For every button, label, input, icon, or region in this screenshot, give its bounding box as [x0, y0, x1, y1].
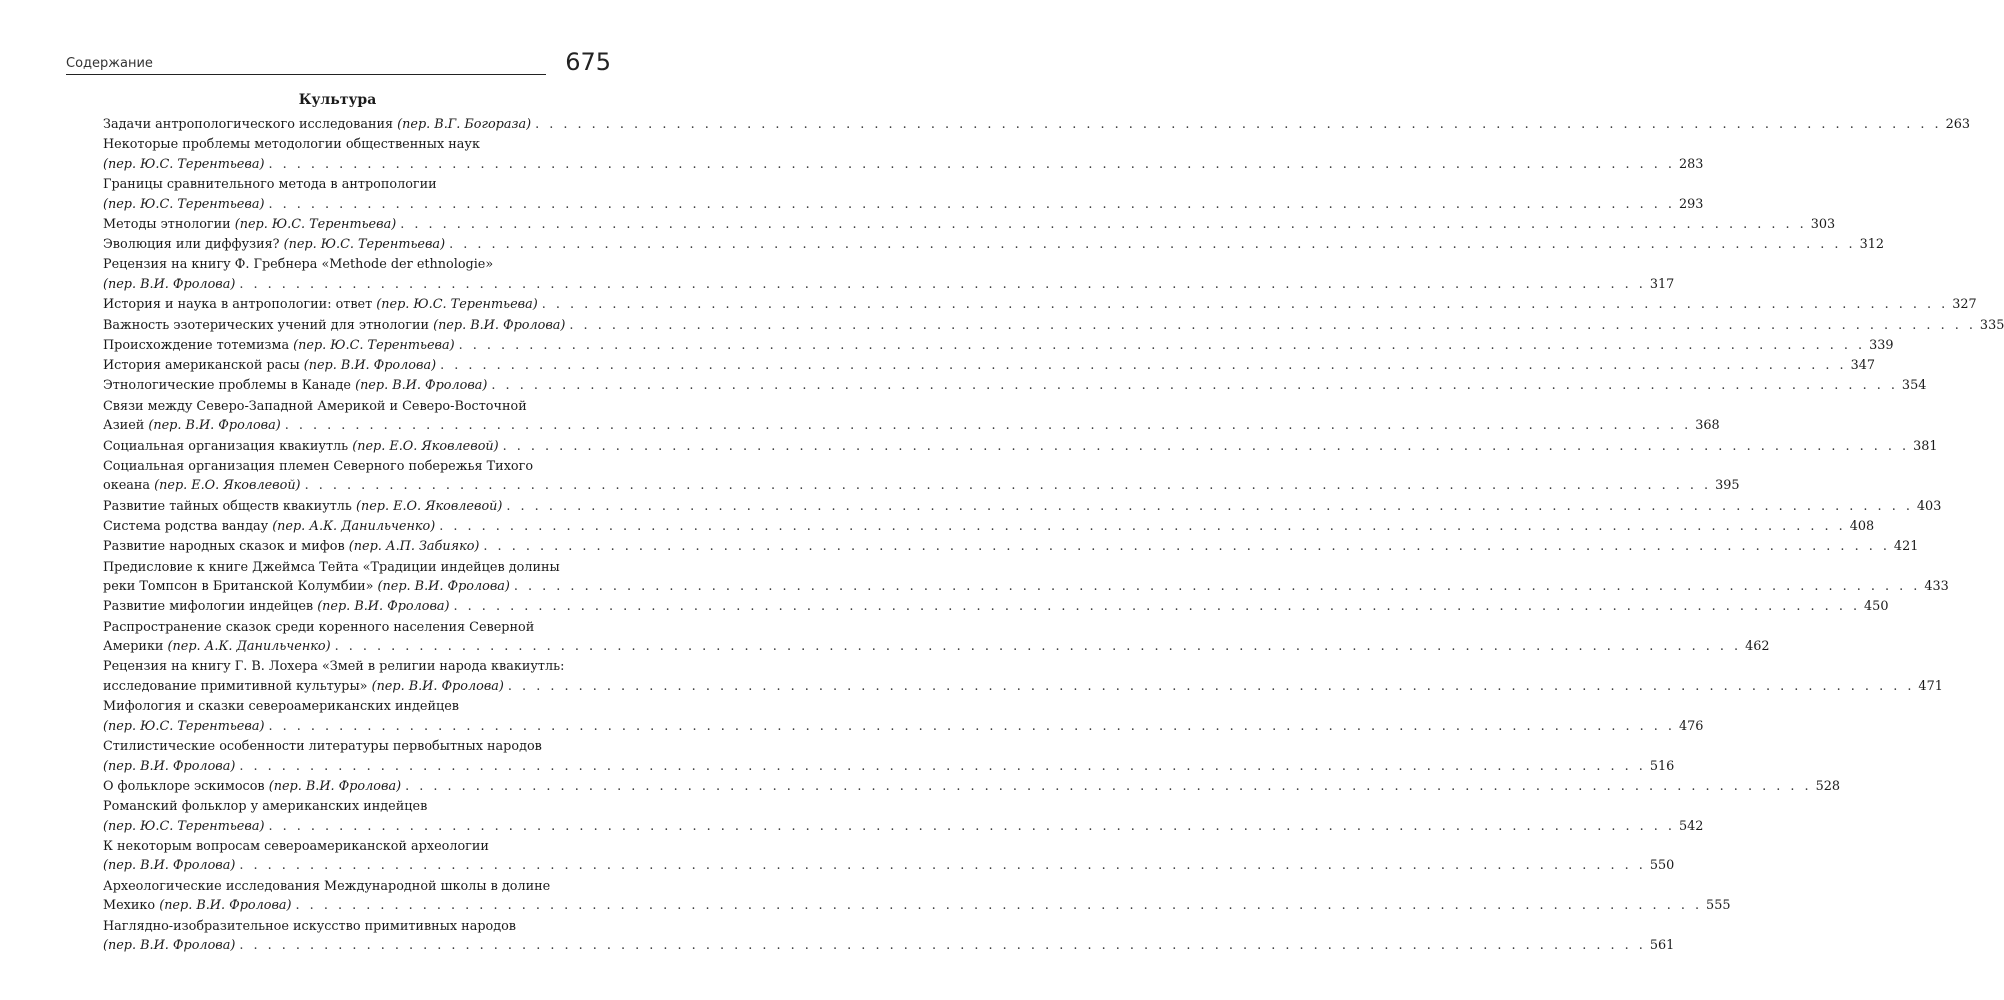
toc-entry — [103, 316, 2004, 336]
dot-leader — [454, 597, 1861, 617]
toc-entry-title: О фольклоре эскимосов — [103, 778, 269, 794]
dot-leader — [514, 577, 1921, 597]
toc-entry-translator: (пер. Ю.С. Терентьева) — [103, 156, 265, 172]
dot-leader — [439, 517, 1846, 537]
toc-entry-final-line — [103, 577, 1949, 597]
toc-entry-title: Этнологические проблемы в Канаде — [103, 378, 356, 394]
toc-entry-translator: (пер. В.И. Фролова) — [268, 778, 402, 794]
toc-entry-final-line — [103, 316, 2004, 336]
toc-entry-title-line: Распространение сказок среди коренного населения Северной — [103, 619, 535, 635]
toc-entry-page: 381 — [1913, 438, 1938, 454]
toc-entry-translator: (пер. В.И. Фролова) — [303, 358, 437, 374]
page-number: 675 — [565, 48, 611, 76]
toc-entry-translator: (пер. В.И. Фролова) — [103, 758, 236, 774]
toc-entry-text — [103, 376, 487, 396]
dot-leader — [506, 497, 1913, 517]
toc-entry-final-line — [103, 677, 1943, 697]
toc-entry-page: 303 — [1810, 216, 1836, 232]
dot-leader — [268, 195, 1675, 215]
dot-leader — [449, 235, 1856, 255]
toc-entry-title: Развитие народных сказок и мифов — [103, 539, 349, 555]
toc-entry-translator: (пер. В.И. Фролова) — [377, 579, 510, 595]
dot-leader — [239, 856, 1646, 876]
toc-entry-text — [103, 235, 445, 255]
dot-leader — [535, 115, 1942, 135]
toc-entry — [103, 497, 1942, 517]
dot-leader — [400, 215, 1807, 235]
toc-entry-page: 317 — [1649, 276, 1675, 292]
toc-entry — [103, 336, 1894, 356]
toc-entry-page: 327 — [1952, 297, 1977, 313]
toc-entry-page: 403 — [1916, 498, 1942, 514]
toc-entry-text — [103, 777, 401, 797]
toc-list — [103, 115, 2004, 956]
toc-entry — [103, 657, 1943, 696]
toc-entry-translator: (пер. В.И. Фролова) — [103, 938, 236, 954]
toc-entry-title-line: Некоторые проблемы методологии общественных наук — [103, 137, 480, 153]
toc-entry-text — [103, 215, 396, 235]
toc-entry-final-line — [103, 517, 1875, 537]
toc-entry-page: 516 — [1649, 758, 1675, 774]
toc-entry-text — [103, 356, 436, 376]
toc-entry — [103, 917, 1675, 956]
toc-entry-title: История и наука в антропологии: ответ — [103, 297, 377, 313]
toc-entry-text — [103, 497, 502, 517]
toc-entry-translator: (пер. Е.О. Яковлевой) — [352, 438, 499, 454]
toc-entry-title: океана — [103, 478, 155, 494]
toc-entry-title-line: Рецензия на книгу Г. В. Лохера «Змей в религии народа квакиутль: — [103, 659, 565, 675]
toc-entry-title-line: Социальная организация племен Северного побережья Тихого — [103, 458, 534, 474]
toc-entry-page: 555 — [1706, 898, 1731, 914]
toc-entry-text — [103, 577, 510, 597]
toc-entry — [103, 597, 1889, 617]
header-rule — [66, 74, 546, 75]
toc-entry-page: 395 — [1715, 478, 1740, 494]
toc-entry-translator: (пер. А.К. Данильченко) — [272, 518, 436, 534]
toc-entry-translator: (пер. Ю.С. Терентьева) — [103, 818, 265, 834]
toc-entry-title-line: Романский фольклор у американских индейцев — [103, 799, 428, 815]
toc-entry-title: исследование примитивной культуры» — [103, 678, 372, 694]
toc-entry-text — [103, 537, 479, 557]
dot-leader — [305, 476, 1712, 496]
toc-entry-text — [103, 195, 264, 215]
toc-entry-page: 408 — [1849, 518, 1875, 534]
toc-entry — [103, 537, 1919, 557]
toc-entry-title-line: Рецензия на книгу Ф. Гребнера «Methode der ethnologie» — [103, 257, 494, 273]
toc-entry-page: 339 — [1869, 337, 1894, 353]
toc-entry-title: Система родства вандау — [103, 518, 273, 534]
toc-entry — [103, 255, 1675, 294]
toc-entry-translator: (пер. Е.О. Яковлевой) — [355, 498, 503, 514]
toc-entry-title: Задачи антропологического исследования — [103, 117, 398, 132]
toc-entry-final-line — [103, 275, 1675, 295]
toc-entry — [103, 235, 1884, 255]
toc-entry — [103, 777, 1840, 797]
toc-entry-page: 293 — [1678, 196, 1704, 212]
toc-entry-final-line — [103, 235, 1884, 255]
toc-entry-text — [103, 416, 281, 436]
toc-entry — [103, 437, 1938, 457]
toc-entry-title-line: Археологические исследования Международной школы в долине — [103, 878, 551, 894]
toc-entry-final-line — [103, 597, 1889, 617]
toc-entry-title: реки Томпсон в Британской Колумбии» — [103, 579, 378, 595]
toc-entry-final-line — [103, 497, 1942, 517]
toc-entry-final-line — [103, 717, 1704, 737]
toc-entry-final-line — [103, 936, 1675, 956]
toc-entry-translator: (пер. В.И. Фролова) — [103, 858, 236, 874]
dot-leader — [268, 717, 1675, 737]
dot-leader — [239, 275, 1646, 295]
toc-entry-translator: (пер. Ю.С. Терентьева) — [234, 216, 397, 232]
toc-entry-title-line: Границы сравнительного метода в антропологии — [103, 177, 437, 193]
dot-leader — [503, 437, 1910, 457]
toc-entry-title-line: Наглядно-изобразительное искусство примитивных народов — [103, 918, 517, 934]
toc-entry-text — [103, 717, 264, 737]
toc-entry-title: Методы этнологии — [103, 216, 235, 232]
toc-entry-text — [103, 856, 235, 876]
running-title: Содержание — [66, 56, 153, 71]
toc-entry-title-line: Мифология и сказки североамериканских индейцев — [103, 699, 460, 715]
toc-entry — [103, 697, 1704, 736]
toc-entry-text — [103, 757, 235, 777]
toc-entry-text — [103, 677, 504, 697]
toc-entry-text — [103, 817, 264, 837]
dot-leader — [405, 777, 1812, 797]
toc-entry-final-line — [103, 637, 1770, 657]
toc-entry-translator: (пер. В.И. Фролова) — [317, 599, 450, 615]
toc-entry-page: 421 — [1893, 539, 1919, 555]
toc-entry-final-line — [103, 195, 1704, 215]
toc-entry-page: 335 — [1979, 317, 2004, 333]
toc-entry-translator: (пер. Ю.С. Терентьева) — [103, 196, 265, 212]
toc-entry-page: 312 — [1859, 237, 1884, 253]
toc-entry-title-line: Предисловие к книге Джеймса Тейта «Традиции индейцев долины — [103, 559, 560, 575]
toc-entry-page: 283 — [1678, 156, 1704, 172]
toc-entry-final-line — [103, 896, 1731, 916]
toc-entry — [103, 737, 1675, 776]
toc-entry-final-line — [103, 115, 1971, 135]
toc-entry-final-line — [103, 476, 1740, 496]
toc-entry — [103, 295, 1977, 315]
toc-entry-title: История американской расы — [103, 358, 304, 374]
toc-entry — [103, 376, 1927, 396]
toc-entry-title: Важность эзотерических учений для этнологии — [103, 317, 434, 333]
toc-entry-text — [103, 115, 531, 135]
toc-entry-final-line — [103, 215, 1836, 235]
toc-entry-translator: (пер. В.И. Фролова) — [159, 898, 292, 914]
toc-entry-translator: (пер. В.И. Фролова) — [433, 317, 566, 333]
toc-entry-final-line — [103, 856, 1675, 876]
toc-entry-text — [103, 597, 450, 617]
toc-entry-page: 354 — [1901, 378, 1927, 394]
toc-entry-page: 542 — [1678, 818, 1704, 834]
toc-entry — [103, 837, 1675, 876]
toc-entry-final-line — [103, 817, 1704, 837]
toc-entry-translator: (пер. А.П. Забияко) — [348, 539, 480, 555]
toc-entry-page: 476 — [1678, 718, 1704, 734]
toc-entry-title: Происхождение тотемизма — [103, 337, 294, 353]
toc-entry-text — [103, 637, 331, 657]
toc-entry-translator: (пер. Ю.С. Терентьева) — [283, 237, 446, 253]
toc-entry-page: 368 — [1695, 418, 1720, 434]
toc-entry — [103, 356, 1875, 376]
toc-entry-text — [103, 275, 235, 295]
toc-entry — [103, 877, 1731, 916]
toc-entry — [103, 135, 1704, 174]
toc-entry-translator: (пер. В.Г. Богораза) — [397, 117, 532, 132]
toc-entry-page: 433 — [1924, 579, 1949, 595]
dot-leader — [285, 416, 1692, 436]
toc-entry — [103, 115, 1971, 135]
toc-entry-title: Социальная организация квакиутль — [103, 438, 353, 454]
toc-entry-text — [103, 936, 235, 956]
toc-entry-page: 561 — [1649, 938, 1675, 954]
toc-entry-page: 462 — [1745, 639, 1770, 655]
dot-leader — [440, 356, 1847, 376]
toc-entry-title: Эволюция или диффузия? — [103, 237, 284, 253]
toc-entry-final-line — [103, 537, 1919, 557]
toc-entry-translator: (пер. А.К. Данильченко) — [167, 639, 331, 655]
dot-leader — [459, 336, 1866, 356]
toc-entry-text — [103, 476, 301, 496]
dot-leader — [569, 316, 1976, 336]
toc-entry-title: Развитие мифологии индейцев — [103, 599, 318, 615]
dot-leader — [542, 295, 1949, 315]
dot-leader — [239, 936, 1646, 956]
dot-leader — [491, 376, 1898, 396]
toc-entry — [103, 175, 1704, 214]
toc-entry-text — [103, 155, 264, 175]
toc-entry-title: Америки — [103, 639, 168, 655]
toc-entry-final-line — [103, 777, 1840, 797]
toc-entry-text — [103, 517, 435, 537]
toc-entry-page: 263 — [1945, 117, 1971, 132]
toc-entry-page: 528 — [1815, 778, 1840, 794]
toc-entry-text — [103, 896, 292, 916]
toc-entry-text — [103, 437, 499, 457]
toc-entry-page: 347 — [1850, 358, 1875, 374]
toc-entry-page: 450 — [1864, 599, 1889, 615]
toc-entry-text — [103, 336, 455, 356]
toc-entry-page: 550 — [1649, 858, 1675, 874]
toc-entry-final-line — [103, 757, 1675, 777]
toc-entry-translator: (пер. В.И. Фролова) — [371, 678, 504, 694]
toc-entry — [103, 797, 1704, 836]
toc-entry-translator: (пер. Е.О. Яковлевой) — [154, 478, 301, 494]
toc-entry — [103, 618, 1770, 657]
toc-entry — [103, 517, 1875, 537]
toc-entry-translator: (пер. В.И. Фролова) — [148, 418, 281, 434]
dot-leader — [483, 537, 1890, 557]
dot-leader — [268, 817, 1675, 837]
toc-entry-title: Азией — [103, 418, 149, 434]
toc-entry-title-line: К некоторым вопросам североамериканской археологии — [103, 838, 489, 854]
toc-entry-title-line: Стилистические особенности литературы первобытных народов — [103, 739, 542, 755]
toc-entry-final-line — [103, 376, 1927, 396]
toc-entry-final-line — [103, 155, 1704, 175]
dot-leader — [335, 637, 1742, 657]
toc-entry — [103, 457, 1740, 496]
toc-entry-title: Мехико — [103, 898, 160, 914]
toc-entry-text — [103, 295, 538, 315]
toc-entry — [103, 558, 1949, 597]
section-title: Культура — [298, 92, 377, 108]
toc-entry-translator: (пер. Ю.С. Терентьева) — [103, 718, 265, 734]
dot-leader — [239, 757, 1646, 777]
toc-entry-final-line — [103, 356, 1875, 376]
page-header — [66, 50, 611, 82]
toc-entry-final-line — [103, 416, 1720, 436]
toc-entry-final-line — [103, 295, 1977, 315]
toc-entry — [103, 397, 1720, 436]
toc-entry-translator: (пер. В.И. Фролова) — [355, 378, 488, 394]
toc-entry — [103, 215, 1836, 235]
toc-entry-title: Развитие тайных обществ квакиутль — [103, 498, 356, 514]
dot-leader — [268, 155, 1675, 175]
toc-entry-text — [103, 316, 565, 336]
toc-entry-page: 471 — [1918, 678, 1943, 694]
toc-entry-final-line — [103, 437, 1938, 457]
toc-entry-translator: (пер. В.И. Фролова) — [103, 276, 236, 292]
toc-entry-translator: (пер. Ю.С. Терентьева) — [376, 297, 538, 313]
dot-leader — [508, 677, 1915, 697]
toc-entry-final-line — [103, 336, 1894, 356]
toc-entry-translator: (пер. Ю.С. Терентьева) — [293, 337, 455, 353]
dot-leader — [296, 896, 1703, 916]
toc-entry-title-line: Связи между Северо-Западной Америкой и Северо-Восточной — [103, 398, 527, 414]
